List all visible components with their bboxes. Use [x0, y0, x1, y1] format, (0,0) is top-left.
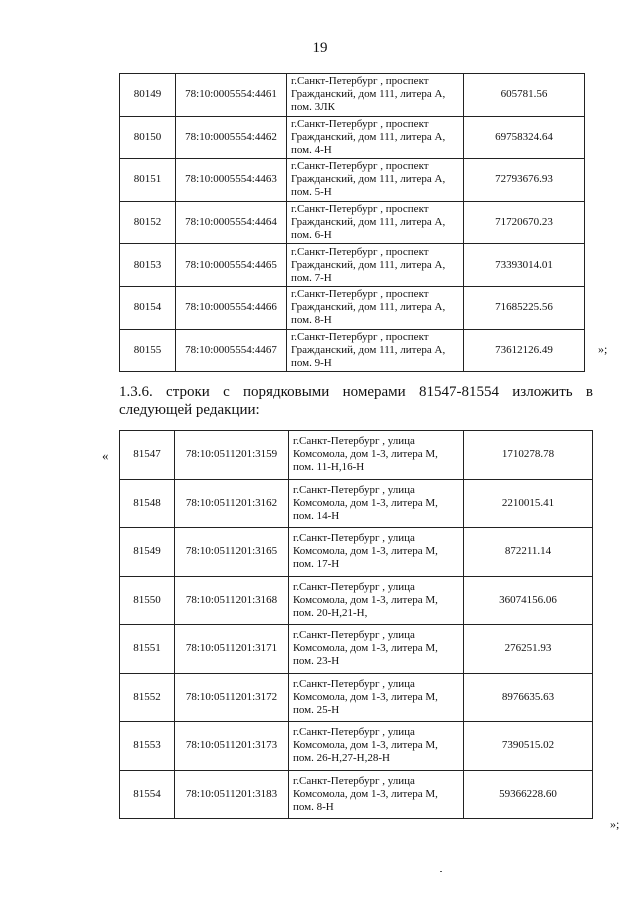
address-cell [289, 770, 464, 819]
table-row [120, 329, 585, 372]
address-line: пом. 25-Н [293, 703, 340, 716]
table-row [120, 201, 585, 244]
cadastral-value-cell: 73612126.49 [464, 329, 585, 372]
cadastral-number-cell: 78:10:0511201:3183 [175, 770, 289, 819]
address-line: пом. 7-Н [291, 271, 332, 284]
cadastral-number-cell: 78:10:0511201:3165 [175, 528, 289, 577]
row-number-cell: 81554 [120, 770, 175, 819]
address-cell [289, 528, 464, 577]
cadastral-number-cell: 78:10:0511201:3171 [175, 625, 289, 674]
cadastral-value-cell: 1710278.78 [464, 431, 593, 480]
address-line: г.Санкт-Петербург , проспект [291, 288, 429, 301]
scan-speck [440, 871, 442, 872]
address-line: г.Санкт-Петербург , проспект [291, 245, 429, 258]
registry-table-1-body [120, 74, 585, 372]
address-line: Комсомола, дом 1-3, литера М, [293, 496, 438, 509]
cadastral-number-cell: 78:10:0511201:3162 [175, 479, 289, 528]
address-line: г.Санкт-Петербург , улица [293, 629, 415, 642]
row-number-cell: 80150 [120, 116, 176, 159]
cadastral-number-cell: 78:10:0005554:4466 [176, 286, 287, 329]
address-line: пом. 8-Н [291, 314, 332, 327]
table-row [120, 673, 593, 722]
address-cell [289, 479, 464, 528]
address-cell [287, 329, 464, 372]
address-line: пом. 11-Н,16-Н [293, 461, 365, 474]
address-line: Комсомола, дом 1-3, литера М, [293, 787, 438, 800]
address-line: г.Санкт-Петербург , улица [293, 677, 415, 690]
address-cell [287, 286, 464, 329]
closing-quote-mark: »; [610, 817, 620, 831]
cadastral-number-cell: 78:10:0511201:3172 [175, 673, 289, 722]
address-line: Гражданский, дом 111, литера А, [291, 301, 446, 314]
address-line: г.Санкт-Петербург , проспект [291, 75, 429, 88]
address-cell [289, 431, 464, 480]
registry-table-2 [119, 430, 593, 819]
row-number-cell: 80151 [120, 159, 176, 202]
address-line: Гражданский, дом 111, литера А, [291, 343, 446, 356]
cadastral-value-cell: 73393014.01 [464, 244, 585, 287]
address-line: г.Санкт-Петербург , проспект [291, 160, 429, 173]
cadastral-value-cell: 72793676.93 [464, 159, 585, 202]
address-line: Комсомола, дом 1-3, литера М, [293, 545, 438, 558]
closing-quote-mark: »; [598, 342, 608, 356]
address-cell [287, 116, 464, 159]
address-line: пом. 17-Н [293, 558, 340, 571]
address-line: г.Санкт-Петербург , улица [293, 532, 415, 545]
address-line: Гражданский, дом 111, литера А, [291, 173, 446, 186]
cadastral-value-cell: 71720670.23 [464, 201, 585, 244]
address-line: г.Санкт-Петербург , проспект [291, 203, 429, 216]
address-cell [289, 722, 464, 771]
table-row [120, 244, 585, 287]
table-row [120, 286, 585, 329]
table-row [120, 576, 593, 625]
address-line: г.Санкт-Петербург , улица [293, 435, 415, 448]
address-cell [287, 74, 464, 117]
cadastral-number-cell: 78:10:0511201:3159 [175, 431, 289, 480]
address-cell [289, 625, 464, 674]
address-line: Комсомола, дом 1-3, литера М, [293, 642, 438, 655]
address-line: г.Санкт-Петербург , улица [293, 726, 415, 739]
cadastral-value-cell: 276251.93 [464, 625, 593, 674]
address-cell [289, 673, 464, 722]
cadastral-number-cell: 78:10:0005554:4467 [176, 329, 287, 372]
cadastral-number-cell: 78:10:0005554:4463 [176, 159, 287, 202]
address-line: г.Санкт-Петербург , улица [293, 774, 415, 787]
cadastral-number-cell: 78:10:0005554:4465 [176, 244, 287, 287]
row-number-cell: 80154 [120, 286, 176, 329]
table-row [120, 528, 593, 577]
address-line: Комсомола, дом 1-3, литера М, [293, 739, 438, 752]
cadastral-number-cell: 78:10:0005554:4461 [176, 74, 287, 117]
table-row [120, 74, 585, 117]
row-number-cell: 81550 [120, 576, 175, 625]
address-line: пом. 23-Н [293, 655, 340, 668]
address-line: пом. 4-Н [291, 143, 332, 156]
address-line: Комсомола, дом 1-3, литера М, [293, 593, 438, 606]
row-number-cell: 81553 [120, 722, 175, 771]
address-line: пом. 8-Н [293, 800, 334, 813]
row-number-cell: 81548 [120, 479, 175, 528]
cadastral-value-cell: 872211.14 [464, 528, 593, 577]
registry-table-2-body [120, 431, 593, 819]
address-line: пом. 14-Н [293, 509, 340, 522]
address-cell [287, 244, 464, 287]
cadastral-value-cell: 71685225.56 [464, 286, 585, 329]
address-line: Гражданский, дом 111, литера А, [291, 216, 446, 229]
address-line: Гражданский, дом 111, литера А, [291, 258, 446, 271]
address-line: г.Санкт-Петербург , улица [293, 483, 415, 496]
cadastral-number-cell: 78:10:0005554:4464 [176, 201, 287, 244]
address-line: пом. 3ЛК [291, 101, 335, 114]
address-line: Гражданский, дом 111, литера А, [291, 130, 446, 143]
address-line: Гражданский, дом 111, литера А, [291, 88, 446, 101]
cadastral-value-cell: 69758324.64 [464, 116, 585, 159]
cadastral-value-cell: 605781.56 [464, 74, 585, 117]
row-number-cell: 81551 [120, 625, 175, 674]
cadastral-number-cell: 78:10:0511201:3168 [175, 576, 289, 625]
table-row [120, 431, 593, 480]
cadastral-value-cell: 36074156.06 [464, 576, 593, 625]
row-number-cell: 80155 [120, 329, 176, 372]
table-row [120, 722, 593, 771]
address-line: Комсомола, дом 1-3, литера М, [293, 448, 438, 461]
address-line: пом. 9-Н [291, 356, 332, 369]
address-cell [287, 159, 464, 202]
row-number-cell: 80152 [120, 201, 176, 244]
page-number: 19 [312, 40, 328, 56]
address-line: г.Санкт-Петербург , проспект [291, 330, 429, 343]
table-row [120, 770, 593, 819]
address-line: г.Санкт-Петербург , проспект [291, 117, 429, 130]
cadastral-value-cell: 7390515.02 [464, 722, 593, 771]
row-number-cell: 81547 [120, 431, 175, 480]
address-line: Комсомола, дом 1-3, литера М, [293, 690, 438, 703]
address-line: пом. 26-Н,27-Н,28-Н [293, 752, 390, 765]
address-cell [289, 576, 464, 625]
address-cell [287, 201, 464, 244]
cadastral-value-cell: 2210015.41 [464, 479, 593, 528]
cadastral-value-cell: 59366228.60 [464, 770, 593, 819]
table-row [120, 625, 593, 674]
address-line: г.Санкт-Петербург , улица [293, 580, 415, 593]
registry-table-1 [119, 73, 585, 372]
cadastral-number-cell: 78:10:0005554:4462 [176, 116, 287, 159]
address-line: пом. 5-Н [291, 186, 332, 199]
instruction-paragraph: 1.3.6. строки с порядковыми номерами 81547-81554 изложить в следующей редакции: [119, 384, 593, 418]
cadastral-number-cell: 78:10:0511201:3173 [175, 722, 289, 771]
table-row [120, 116, 585, 159]
table-row [120, 479, 593, 528]
row-number-cell: 81552 [120, 673, 175, 722]
address-line: пом. 20-Н,21-Н, [293, 606, 368, 619]
row-number-cell: 80149 [120, 74, 176, 117]
cadastral-value-cell: 8976635.63 [464, 673, 593, 722]
address-line: пом. 6-Н [291, 229, 332, 242]
row-number-cell: 80153 [120, 244, 176, 287]
opening-quote-mark: « [102, 448, 109, 463]
row-number-cell: 81549 [120, 528, 175, 577]
table-row [120, 159, 585, 202]
